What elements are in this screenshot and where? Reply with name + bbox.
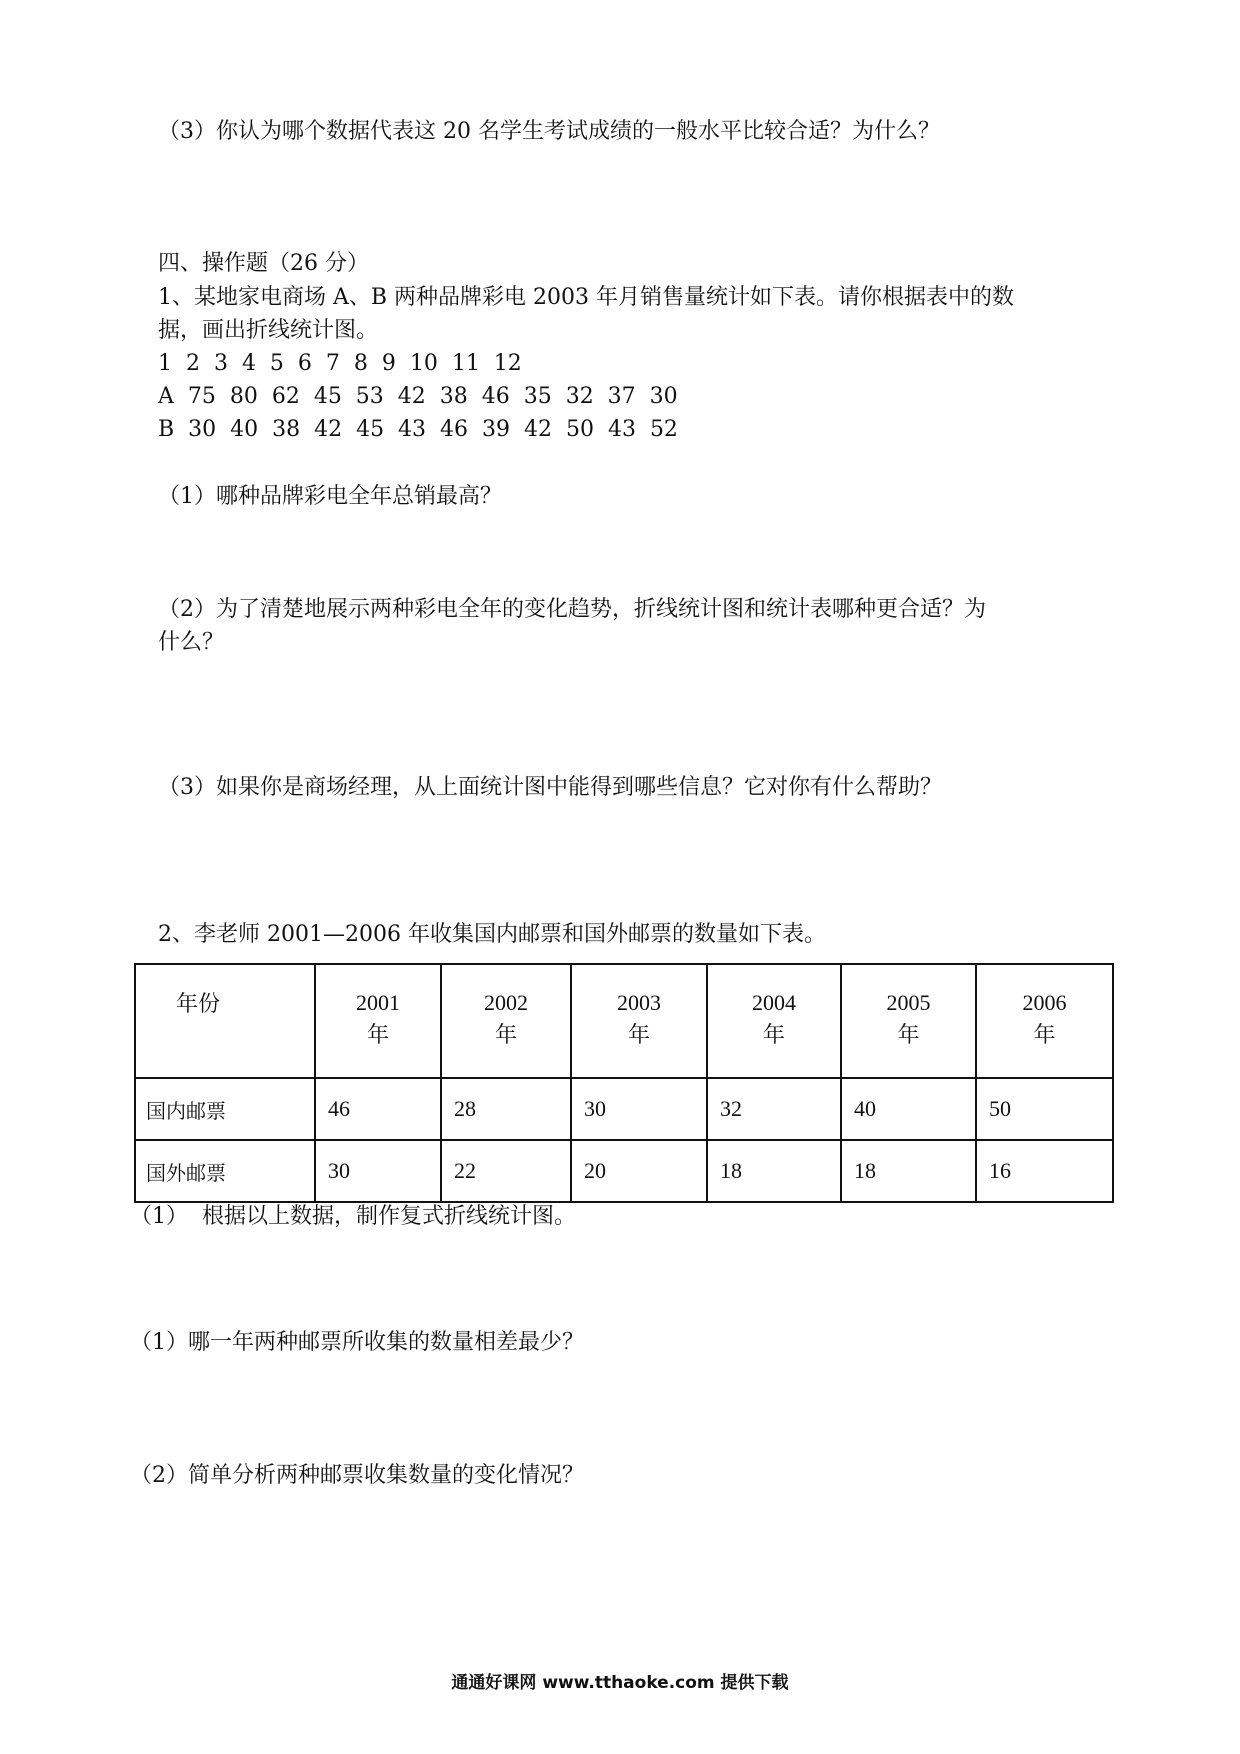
year-number: 2005 xyxy=(886,990,931,1015)
header-year-2001 xyxy=(315,964,441,1078)
problem-1-line-2: 据，画出折线统计图。 xyxy=(158,318,379,343)
year-unit: 年 xyxy=(897,1022,920,1047)
problem-2-q1: （1）哪一年两种邮票所收集的数量相差最少？ xyxy=(130,1330,584,1355)
table-cell: 28 xyxy=(441,1078,571,1140)
stamps-table xyxy=(134,963,1114,1203)
table-row-domestic xyxy=(135,1078,1113,1140)
row-label-domestic: 国内邮票 xyxy=(135,1078,315,1140)
year-unit: 年 xyxy=(1033,1022,1056,1047)
table-cell: 50 xyxy=(976,1078,1113,1140)
row-label-foreign: 国外邮票 xyxy=(135,1140,315,1202)
year-unit: 年 xyxy=(366,1022,389,1047)
header-year-2003 xyxy=(571,964,707,1078)
header-year-label: 年份 xyxy=(135,964,315,1078)
table-cell: 46 xyxy=(315,1078,441,1140)
months-line: 1 2 3 4 5 6 7 8 9 10 11 12 xyxy=(158,351,522,376)
year-number: 2004 xyxy=(752,990,796,1015)
brand-b-line: B 30 40 38 42 45 43 46 39 42 50 43 52 xyxy=(158,417,678,442)
table-cell: 18 xyxy=(707,1140,841,1202)
table-cell: 20 xyxy=(571,1140,707,1202)
footer-credit: 通通好课网 www.tthaoke.com 提供下载 xyxy=(451,1673,789,1693)
problem-2-intro: 2、李老师 2001—2006 年收集国内邮票和国外邮票的数量如下表。 xyxy=(158,922,826,947)
table-cell: 32 xyxy=(707,1078,841,1140)
problem-1-q2-line-2: 什么？ xyxy=(158,630,225,655)
problem-1-q3: （3）如果你是商场经理，从上面统计图中能得到哪些信息？它对你有什么帮助？ xyxy=(158,775,942,800)
table-cell: 40 xyxy=(841,1078,976,1140)
table-cell: 30 xyxy=(315,1140,441,1202)
year-number: 2006 xyxy=(1022,990,1067,1015)
header-year-2005 xyxy=(841,964,976,1078)
problem-1-line-1: 1、某地家电商场 A、B 两种品牌彩电 2003 年月销售量统计如下表。请你根据表中的数 xyxy=(158,285,1015,310)
brand-a-line: A 75 80 62 45 53 42 38 46 35 32 37 30 xyxy=(158,384,678,409)
problem-1-q1: （1）哪种品牌彩电全年总销最高？ xyxy=(158,484,502,509)
header-year-2004 xyxy=(707,964,841,1078)
problem-2-task: （1） 根据以上数据，制作复式折线统计图。 xyxy=(130,1204,576,1229)
year-number: 2003 xyxy=(617,990,661,1015)
table-cell: 16 xyxy=(976,1140,1113,1202)
year-unit: 年 xyxy=(762,1022,785,1047)
question-prev-3: （3）你认为哪个数据代表这 20 名学生考试成绩的一般水平比较合适？为什么？ xyxy=(158,119,940,144)
year-unit: 年 xyxy=(494,1022,517,1047)
year-number: 2002 xyxy=(484,990,528,1015)
header-year-2006 xyxy=(976,964,1113,1078)
problem-1-q2-line-1: （2）为了清楚地展示两种彩电全年的变化趋势，折线统计图和统计表哪种更合适？为 xyxy=(158,597,986,622)
section-heading: 四、操作题（26 分） xyxy=(158,251,369,276)
table-cell: 22 xyxy=(441,1140,571,1202)
year-unit: 年 xyxy=(627,1022,650,1047)
table-row-foreign xyxy=(135,1140,1113,1202)
header-year-2002 xyxy=(441,964,571,1078)
table-cell: 18 xyxy=(841,1140,976,1202)
table-cell: 30 xyxy=(571,1078,707,1140)
problem-2-q2: （2）简单分析两种邮票收集数量的变化情况？ xyxy=(130,1463,584,1488)
table-header-row xyxy=(135,964,1113,1078)
year-number: 2001 xyxy=(356,990,400,1015)
